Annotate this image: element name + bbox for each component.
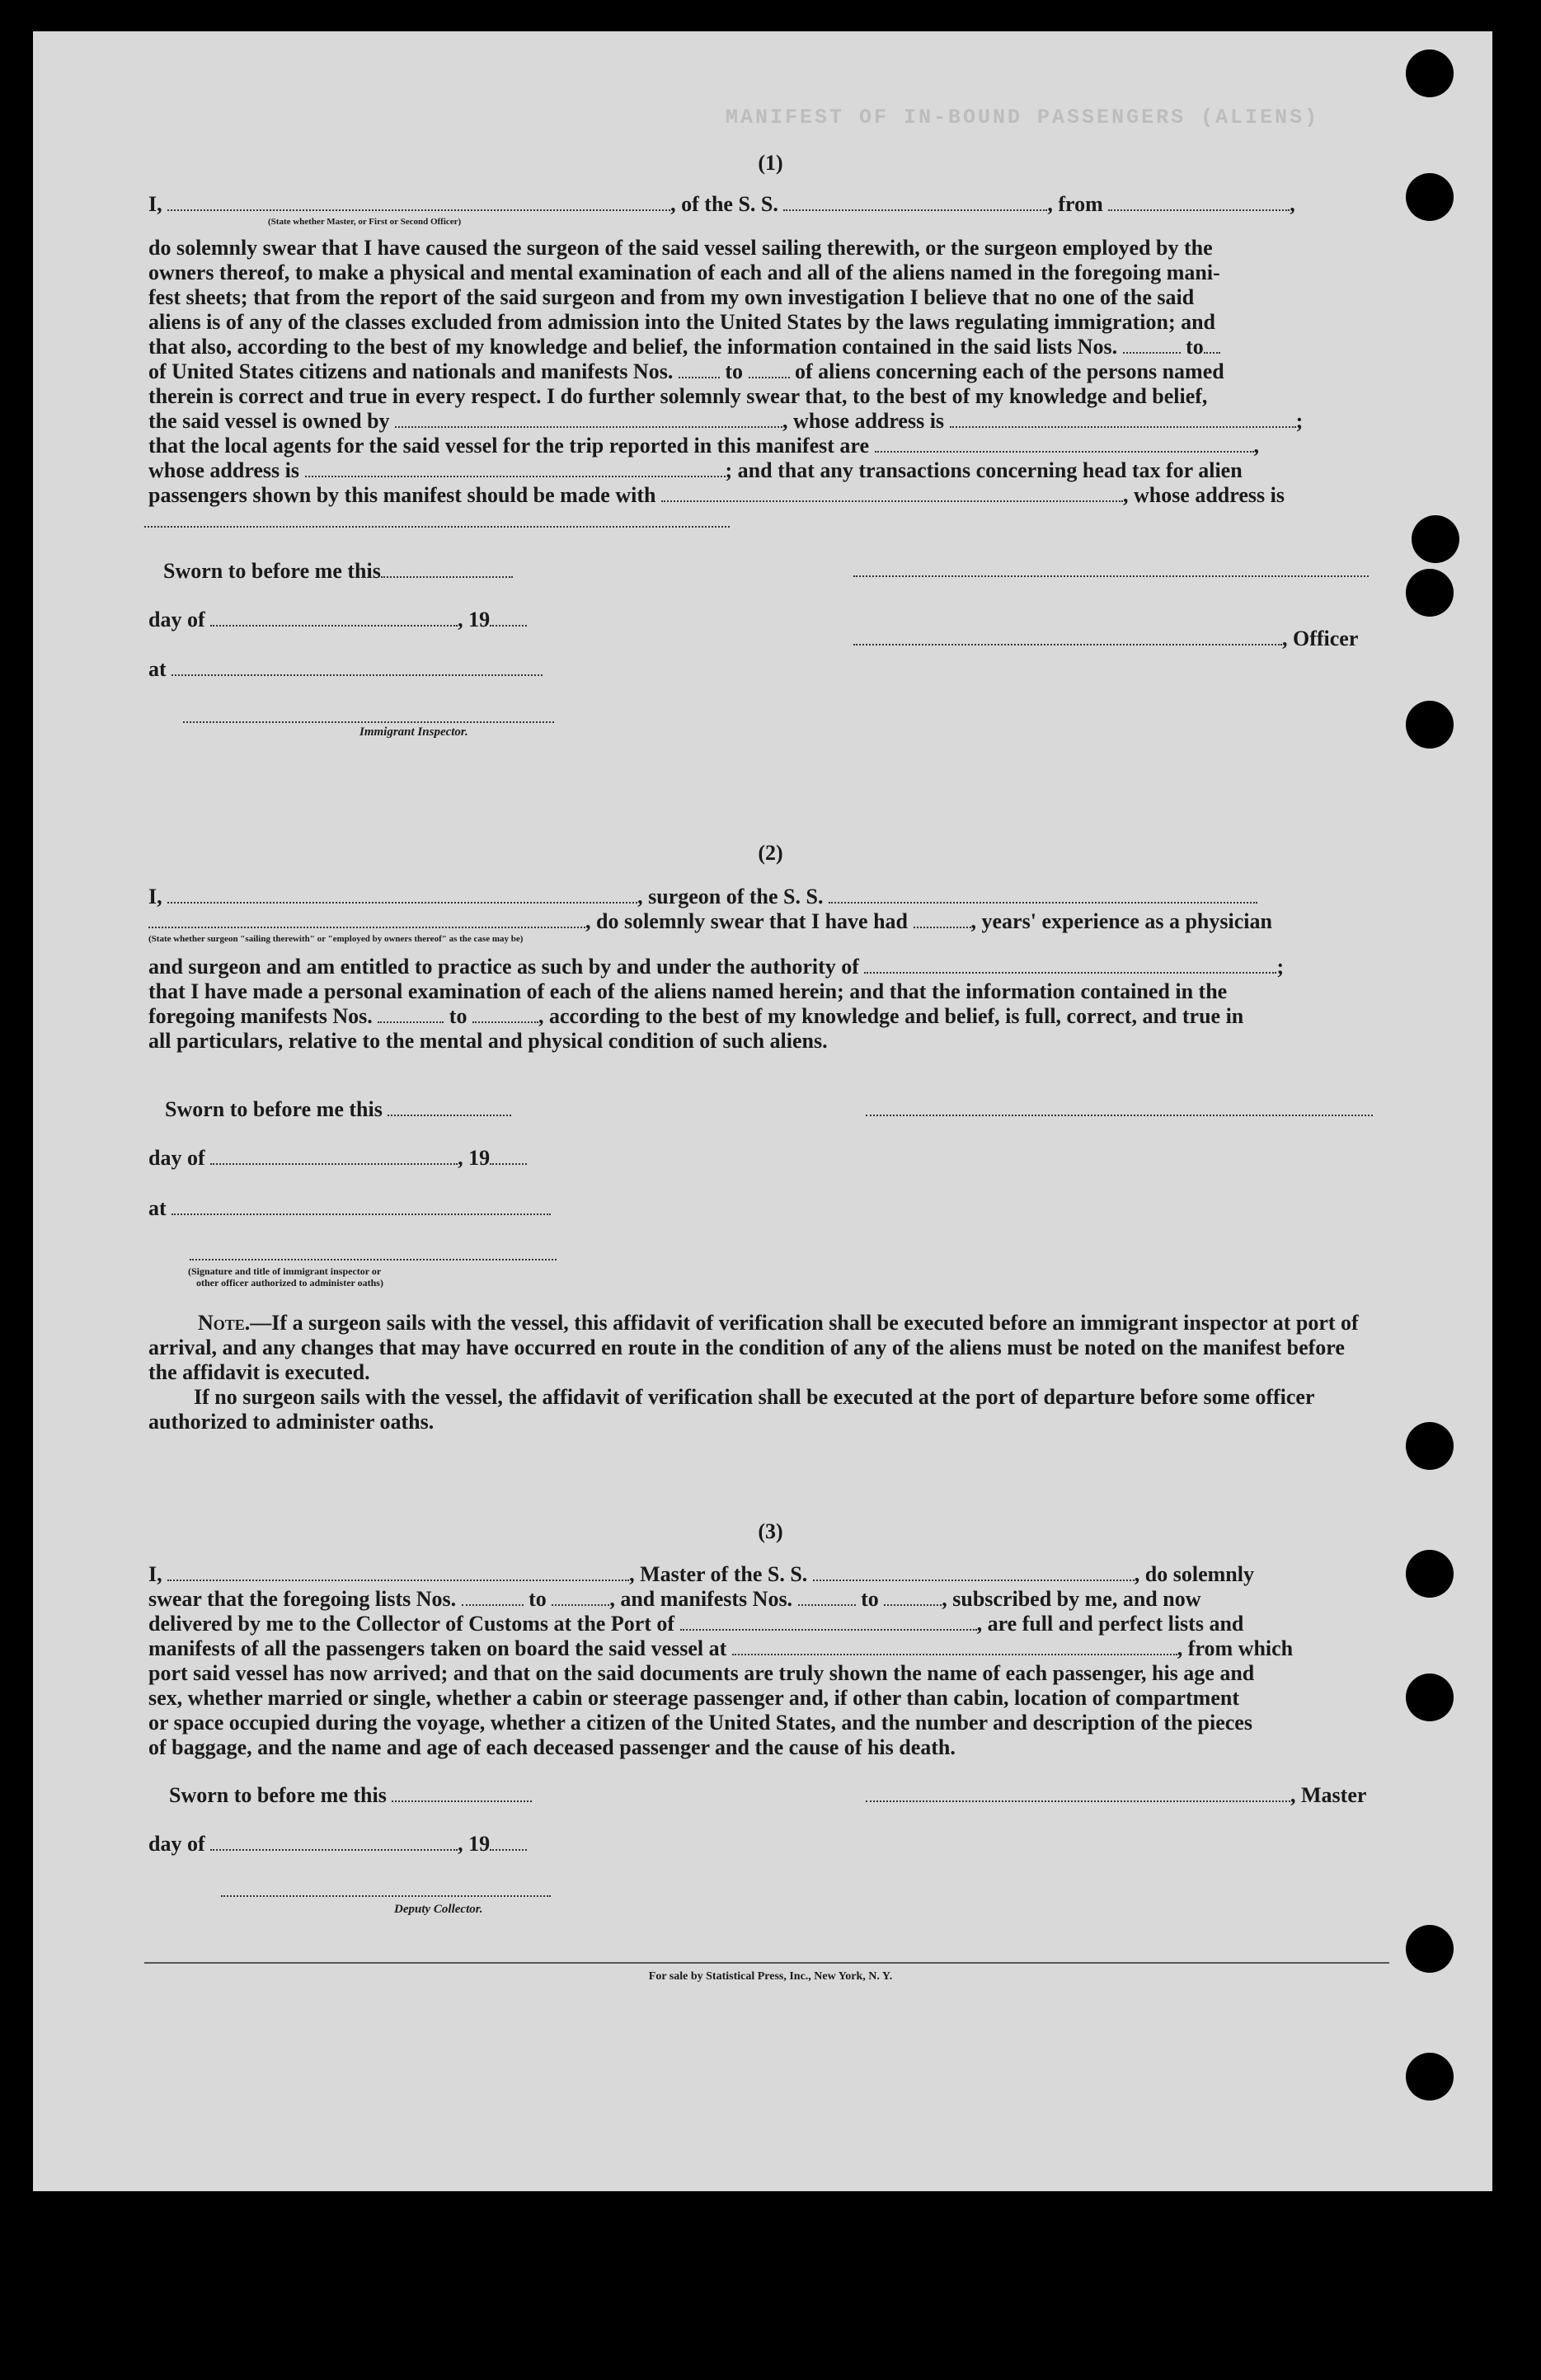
body-line: all particulars, relative to the mental and physical condition of such aliens. xyxy=(148,1029,828,1053)
day-of-line: day of , 19 xyxy=(148,608,561,632)
deputy-caption: Deputy Collector. xyxy=(394,1903,483,1916)
body-line: manifests of all the passengers taken on board the said vessel at , from which xyxy=(148,1636,1294,1660)
note-paragraph: Note.—If a surgeon sails with the vessel, this affidavit of verification shall be executed before an immigrant inspector at port of arrival, and any changes that may have occurred en route in the condition of any of the aliens must be noted on the manifest before the affidavit is executed. If no surgeon sails with the vessel, the affidavit of verification shall be executed at the port of departure before some officer authorized to administer oaths. xyxy=(148,1311,1377,1434)
sworn-day-field[interactable] xyxy=(381,561,513,578)
master-name-field[interactable] xyxy=(167,195,670,211)
section3-first-line: I, , Master of the S. S. , do solemnly xyxy=(148,1562,1254,1586)
day-of-line: day of , 19 xyxy=(148,1832,561,1857)
surgeon-signature-field[interactable] xyxy=(866,1113,1373,1116)
sworn-line: Sworn to before me this xyxy=(163,559,576,584)
head-tax-field[interactable] xyxy=(661,486,1123,502)
body-line: do solemnly swear that I have caused the surgeon of the said vessel sailing therewith, or the surgeon employed by the xyxy=(148,236,1213,260)
day-of-field[interactable] xyxy=(210,610,458,627)
sworn-day-field[interactable] xyxy=(392,1786,532,1802)
manifest-from-field[interactable] xyxy=(679,362,720,378)
punch-hole xyxy=(1406,1674,1454,1721)
officer-note: (State whether Master, or First or Second Officer) xyxy=(268,217,462,227)
manifest-from-field[interactable] xyxy=(378,1007,444,1023)
day-of-line: day of , 19 xyxy=(148,1146,561,1171)
punch-hole xyxy=(1406,1550,1454,1598)
embark-port-field[interactable] xyxy=(732,1639,1177,1655)
body-line: therein is correct and true in every respect. I do further solemnly swear that, to the best of my knowledge and belief, xyxy=(148,384,1208,408)
note-label: Note. xyxy=(198,1311,251,1335)
sworn-line: Sworn to before me this xyxy=(169,1783,581,1808)
vessel-name-field[interactable] xyxy=(783,195,1047,211)
vessel-name-field[interactable] xyxy=(813,1565,1135,1581)
list-to-field[interactable] xyxy=(1204,337,1220,354)
bleed-through-header: MANIFEST OF IN-BOUND PASSENGERS (ALIENS) xyxy=(726,106,1320,129)
section-number: (3) xyxy=(758,1519,783,1543)
year-field[interactable] xyxy=(490,610,527,627)
signature-caption: (Signature and title of immigrant inspector or xyxy=(188,1265,382,1277)
punch-hole xyxy=(1406,49,1454,97)
year-field[interactable] xyxy=(490,1834,527,1851)
manifest-to-field[interactable] xyxy=(472,1007,538,1023)
body-line: aliens is of any of the classes excluded from admission into the United States by the laws regulating immigration; and xyxy=(148,310,1216,334)
body-line: or space occupied during the voyage, whether a citizen of the United States, and the number and description of the pieces xyxy=(148,1711,1252,1735)
officer-line: , Officer xyxy=(853,627,1381,651)
body-line: fest sheets; that from the report of the said surgeon and from my own investigation I believe that no one of the said xyxy=(148,285,1195,309)
agents-field[interactable] xyxy=(875,436,1254,453)
punch-hole xyxy=(1406,1422,1454,1470)
body-line: owners thereof, to make a physical and mental examination of each and all of the aliens named in the foregoing mani- xyxy=(148,261,1220,284)
day-of-field[interactable] xyxy=(210,1148,458,1165)
body-line: the said vessel is owned by , whose address is ; xyxy=(148,409,1304,433)
list-from-field[interactable] xyxy=(462,1589,524,1606)
from-port-field[interactable] xyxy=(1108,195,1290,211)
punch-hole xyxy=(1406,1925,1454,1973)
at-field[interactable] xyxy=(171,1199,551,1215)
printer-footer: For sale by Statistical Press, Inc., New York, N. Y. xyxy=(648,1970,893,1983)
owner-field[interactable] xyxy=(395,411,782,428)
surgeon-name-field[interactable] xyxy=(167,887,637,904)
master-line: , Master xyxy=(866,1783,1381,1808)
at-line: at xyxy=(148,657,561,682)
day-of-field[interactable] xyxy=(210,1834,458,1851)
punch-hole xyxy=(1406,2053,1454,2101)
surgeon-type-field[interactable] xyxy=(148,912,585,928)
body-line: sex, whether married or single, whether a cabin or steerage passenger and, if other than cabin, location of compartment xyxy=(148,1686,1239,1710)
vessel-name-field[interactable] xyxy=(829,887,1257,904)
section-number: (2) xyxy=(758,841,783,865)
officer-signature-field[interactable] xyxy=(853,574,1369,577)
punch-hole xyxy=(1412,515,1459,563)
list-to-field[interactable] xyxy=(552,1589,609,1606)
body-line: foregoing manifests Nos. to , according to the best of my knowledge and belief, is full, correct, and true in xyxy=(148,1004,1244,1028)
section1-first-line: I, , of the S. S. , from , xyxy=(148,192,1295,216)
master-signature-field[interactable] xyxy=(866,1786,1290,1802)
section-number: (1) xyxy=(758,151,783,175)
at-line: at xyxy=(148,1196,561,1221)
body-line: passengers shown by this manifest should be made with , whose address is xyxy=(148,483,1285,507)
list-from-field[interactable] xyxy=(1123,337,1181,354)
deputy-signature-field[interactable] xyxy=(221,1894,551,1897)
manifest-to-field[interactable] xyxy=(884,1589,942,1606)
surgeon-note: (State whether surgeon "sailing therewith" or "employed by owners thereof" as the case may be) xyxy=(148,934,524,944)
body-line: whose address is ; and that any transactions concerning head tax for alien xyxy=(148,458,1243,482)
officer-name-field[interactable] xyxy=(853,629,1282,645)
inspector-caption: Immigrant Inspector. xyxy=(359,725,468,739)
body-line: , do solemnly swear that I have had , years' experience as a physician xyxy=(148,909,1377,934)
inspector-signature-field[interactable] xyxy=(183,720,554,723)
sworn-line: Sworn to before me this xyxy=(165,1097,577,1122)
owner-address-field[interactable] xyxy=(950,411,1296,428)
manifest-to-field[interactable] xyxy=(749,362,790,378)
agents-address-field[interactable] xyxy=(305,461,726,477)
address-field[interactable] xyxy=(144,524,730,528)
punch-hole xyxy=(1406,173,1454,221)
body-line: swear that the foregoing lists Nos. to , and manifests Nos. to , subscribed by me, and now xyxy=(148,1587,1201,1611)
sworn-day-field[interactable] xyxy=(388,1100,511,1116)
manifest-from-field[interactable] xyxy=(798,1589,856,1606)
inspector-signature-field[interactable] xyxy=(190,1257,557,1260)
body-line: of baggage, and the name and age of each deceased passenger and the cause of his death. xyxy=(148,1735,956,1759)
footer-divider xyxy=(144,1962,1389,1964)
punch-hole xyxy=(1406,701,1454,749)
port-field[interactable] xyxy=(680,1614,977,1631)
body-line: of United States citizens and nationals and manifests Nos. to of aliens concerning each of the persons named xyxy=(148,359,1224,383)
master-name-field[interactable] xyxy=(167,1565,629,1581)
section2-first-line: I, , surgeon of the S. S. xyxy=(148,885,1377,909)
body-line: delivered by me to the Collector of Customs at the Port of , are full and perfect lists and xyxy=(148,1612,1244,1636)
authority-field[interactable] xyxy=(864,957,1276,974)
body-line: that I have made a personal examination of each of the aliens named herein; and that the information contained in the xyxy=(148,979,1228,1003)
body-line: port said vessel has now arrived; and that on the said documents are truly shown the name of each passenger, his age and xyxy=(148,1661,1255,1685)
year-field[interactable] xyxy=(490,1148,527,1165)
at-field[interactable] xyxy=(171,660,543,676)
signature-caption: other officer authorized to administer oaths) xyxy=(196,1277,383,1289)
body-line: that the local agents for the said vessel for the trip reported in this manifest are , xyxy=(148,434,1260,458)
punch-hole xyxy=(1406,569,1454,617)
body-line: that also, according to the best of my knowledge and belief, the information contained in the said lists Nos. to xyxy=(148,335,1377,359)
note-paragraph-2: If no surgeon sails with the vessel, the affidavit of verification shall be executed at the port of departure before some officer authorized to administer oaths. xyxy=(148,1385,1315,1434)
years-field[interactable] xyxy=(914,912,971,928)
body-line: and surgeon and am entitled to practice as such by and under the authority of ; xyxy=(148,955,1285,979)
